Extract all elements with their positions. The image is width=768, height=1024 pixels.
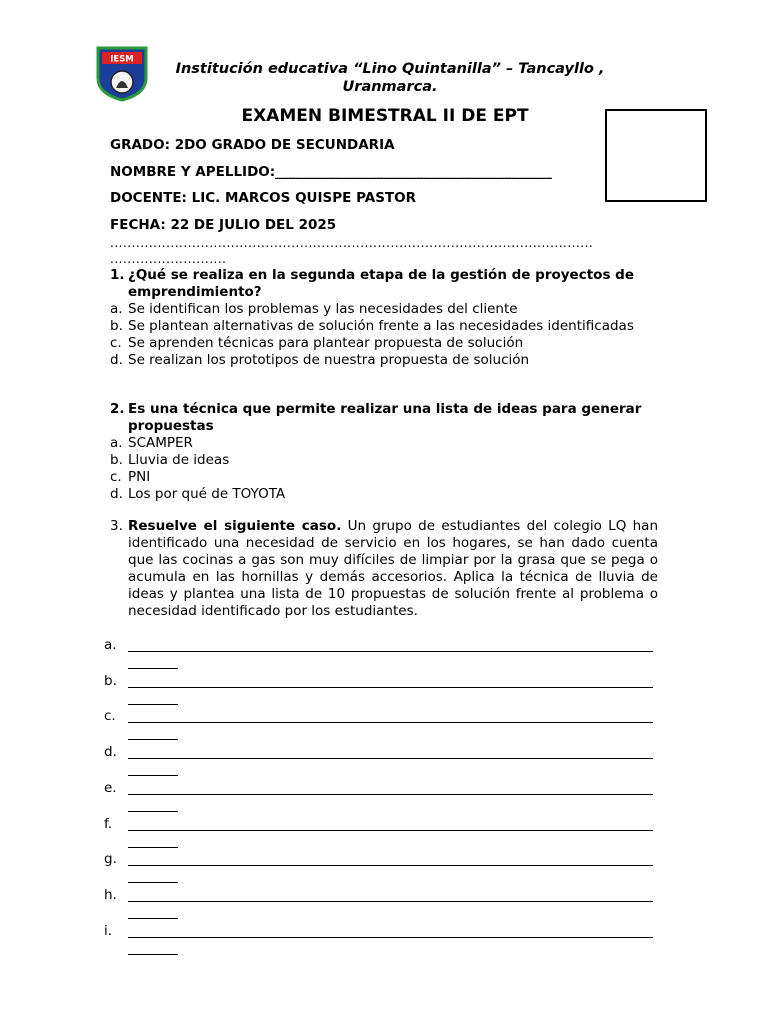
answer-blank[interactable] (128, 830, 653, 831)
institution-name (150, 60, 630, 96)
answer-blank-continuation[interactable] (128, 668, 178, 669)
answer-letter: e. (104, 779, 117, 796)
answer-blank-continuation[interactable] (128, 847, 178, 848)
question-number: 2. (110, 401, 125, 417)
answer-blank[interactable] (128, 794, 653, 795)
answer-letter: b. (104, 672, 117, 689)
question-1 (110, 267, 650, 369)
answer-line-b[interactable] (104, 673, 664, 707)
dotted-separator-2: ........................... (110, 252, 227, 266)
answer-letter: f. (104, 815, 113, 832)
answer-line-d[interactable] (104, 744, 664, 778)
answer-blank[interactable] (128, 722, 653, 723)
answer-letter: i. (104, 922, 113, 939)
answer-letter: h. (104, 886, 117, 903)
option-b[interactable]: b. Se plantean alternativas de solución frente a las necesidades identificadas (110, 318, 634, 334)
answer-blank[interactable] (128, 937, 653, 938)
answer-line-c[interactable] (104, 708, 664, 742)
answer-blank-continuation[interactable] (128, 739, 178, 740)
nombre-field[interactable]: NOMBRE Y APELLIDO:_________________________________________ (110, 164, 552, 180)
option-c[interactable]: c. PNI (110, 469, 151, 485)
answer-line-e[interactable] (104, 780, 664, 814)
option-d[interactable]: d. Se realizan los prototipos de nuestra propuesta de solución (110, 352, 530, 368)
answer-line-f[interactable] (104, 816, 664, 850)
answer-blank[interactable] (128, 758, 653, 759)
answer-blank-continuation[interactable] (128, 811, 178, 812)
grado-field: GRADO: 2DO GRADO DE SECUNDARIA (110, 137, 395, 153)
question-2 (110, 401, 650, 503)
dotted-separator-1: ................................................................................................................ (110, 236, 594, 250)
question-text: ¿Qué se realiza en la segunda etapa de la gestión de proyectos de emprendimiento? (128, 267, 634, 300)
option-a[interactable]: a. SCAMPER (110, 435, 193, 451)
answer-blank-continuation[interactable] (128, 704, 178, 705)
answer-letter: d. (104, 744, 117, 761)
answer-blank-continuation[interactable] (128, 918, 178, 919)
photo-box (605, 109, 707, 202)
answer-letter: a. (104, 637, 117, 653)
answer-blank-continuation[interactable] (128, 775, 178, 776)
answer-blank[interactable] (128, 687, 653, 688)
option-d[interactable]: d. Los por qué de TOYOTA (110, 486, 286, 502)
question-number: 3. (110, 518, 123, 534)
question-3 (110, 518, 658, 620)
institution-line-2: Uranmarca. (342, 79, 438, 95)
answer-line-g[interactable] (104, 851, 664, 885)
svg-text:IESM: IESM (110, 54, 134, 65)
fecha-field: FECHA: 22 DE JULIO DEL 2025 (110, 217, 337, 233)
question-text: Es una técnica que permite realizar una lista de ideas para generar propuestas (128, 401, 642, 434)
option-c[interactable]: c. Se aprenden técnicas para plantear propuesta de solución (110, 335, 524, 351)
answer-blank-continuation[interactable] (128, 882, 178, 883)
answer-blank[interactable] (128, 901, 653, 902)
answer-blank[interactable] (128, 651, 653, 652)
answer-line-h[interactable] (104, 887, 664, 921)
answer-letter: g. (104, 851, 117, 868)
answer-letter: c. (104, 708, 116, 725)
answer-line-a[interactable] (104, 637, 664, 671)
answer-blank[interactable] (128, 865, 653, 866)
question-text: Resuelve el siguiente caso. Un grupo de estudiantes del colegio LQ han identificado una necesidad de servicio en los hogares, se han dado cuenta que las cocinas a gas son muy difíciles de limpiar por la grasa que se pega o acumula en las hornillas y demás accesorios. Aplica la técnica de lluvia de ideas y plantea una lista de 10 propuestas de solución frente al problema o necesidad identificado por los estudiantes. (128, 518, 659, 619)
institution-line-1: Institución educativa “Lino Quintanilla” – Tancayllo , (175, 61, 605, 77)
question-number: 1. (110, 267, 125, 283)
option-b[interactable]: b. Lluvia de ideas (110, 452, 230, 468)
school-logo (94, 44, 150, 102)
option-a[interactable]: a. Se identifican los problemas y las necesidades del cliente (110, 301, 518, 317)
docente-field: DOCENTE: LIC. MARCOS QUISPE PASTOR (110, 190, 416, 206)
exam-title: EXAMEN BIMESTRAL II DE EPT (241, 106, 529, 126)
answer-blank-continuation[interactable] (128, 954, 178, 955)
answer-line-i[interactable] (104, 923, 664, 957)
